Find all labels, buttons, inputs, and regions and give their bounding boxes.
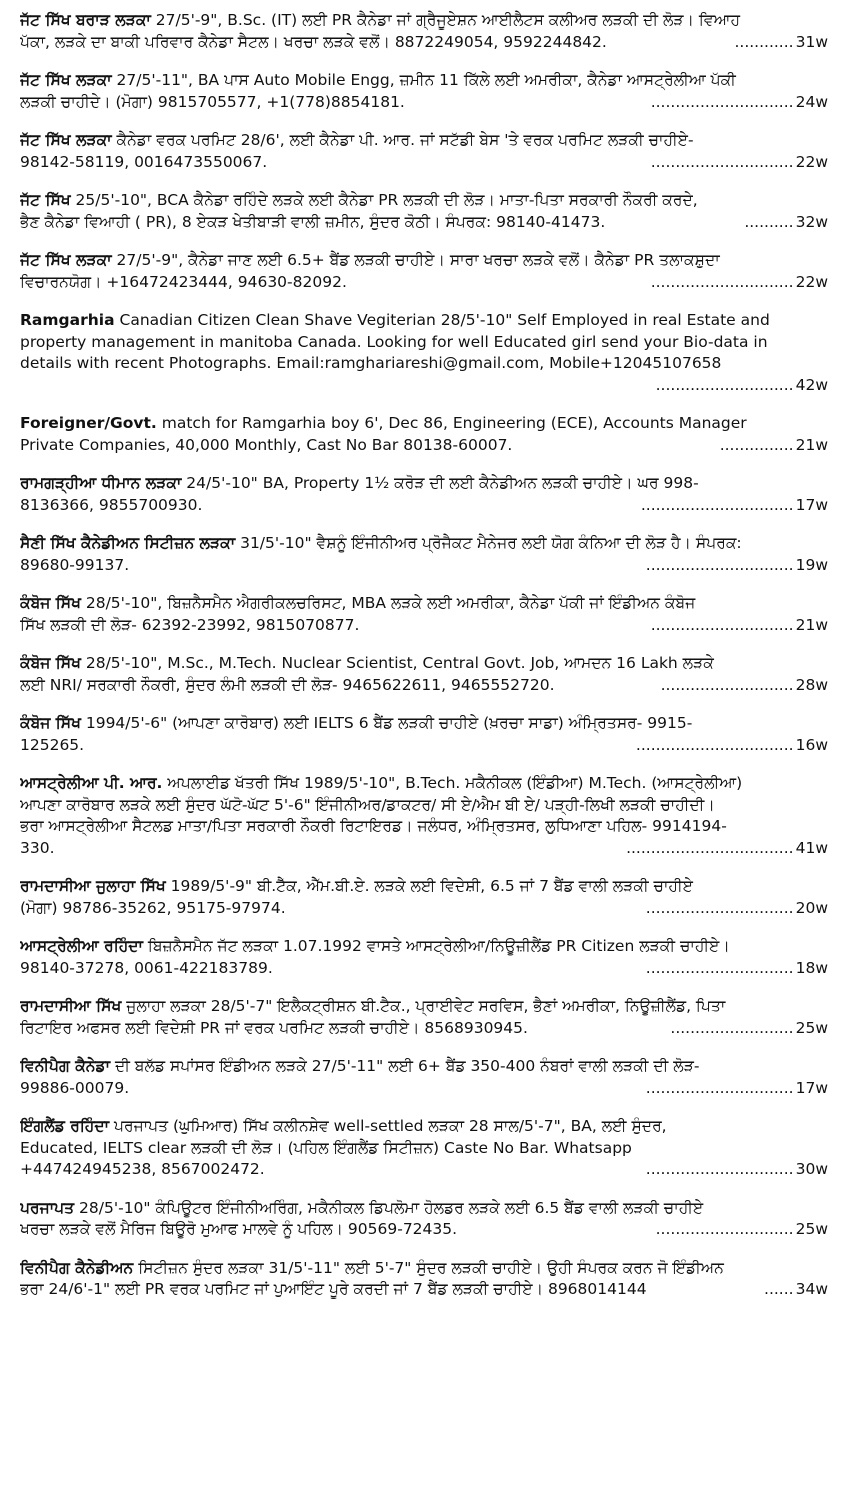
dot-leader: .............................. xyxy=(645,1160,794,1178)
ad-line xyxy=(20,593,828,615)
ad-word-count: 34w xyxy=(795,1280,828,1298)
ad-line xyxy=(20,473,828,495)
ad-contact: (ਮੋਗਾ) 98786-35262, 95175-97974. xyxy=(20,898,286,917)
ad-line xyxy=(20,310,828,332)
ad-text: ਅਪਲਾਈਡ ਖੱਤਰੀ ਸਿੱਖ 1989/5'-10", B.Tech. ਮਕੈਨੀਕਲ (ਇੰਡੀਆ) M.Tech. (ਆਸਟ੍ਰੇਲੀਆ) xyxy=(167,774,743,792)
ad-closing-line xyxy=(20,32,828,54)
ad-text: 1994/5'-6" (ਆਪਣਾ ਕਾਰੋਬਾਰ) ਲਈ IELTS 6 ਬੈਂਡ ਲੜਕੀ ਚਾਹੀਏ (ਖ਼ਰਚਾ ਸਾਡਾ) ਅੰਮ੍ਰਿਤਸਰ- 9915- xyxy=(85,714,693,732)
ad-line xyxy=(20,250,828,272)
ad-closing-line xyxy=(20,1078,828,1100)
ad-heading: Ramgarhia xyxy=(20,311,115,329)
ad-line xyxy=(20,713,828,735)
ad-text: ਬਿਜ਼ਨੈਸਮੈਨ ਜੱਟ ਲੜਕਾ 1.07.1992 ਵਾਸਤੇ ਆਸਟ੍ਰੇਲੀਆ/ਨਿਊਜ਼ੀਲੈਂਡ PR Citizen ਲੜਕੀ ਚਾਹੀਏ। xyxy=(147,937,730,955)
ad-closing-line xyxy=(20,958,828,980)
dot-leader: ........................... xyxy=(660,675,794,694)
ad-heading: ਆਸਟ੍ਰੇਲੀਆ ਰਹਿੰਦਾ xyxy=(20,937,143,955)
ad-heading: ਸੈਣੀ ਸਿੱਖ ਕੈਨੇਡੀਅਨ ਸਿਟੀਜ਼ਨ ਲੜਕਾ xyxy=(20,534,236,552)
ad-closing-line xyxy=(20,92,828,114)
ad-closing-line xyxy=(20,1159,828,1181)
ad-heading: ਜੱਟ ਸਿੱਖ ਲੜਕਾ xyxy=(20,131,112,149)
ad-heading: ਕੰਬੋਜ ਸਿੱਖ xyxy=(20,594,81,612)
ad-closing-line xyxy=(20,212,828,234)
classified-ad xyxy=(20,70,828,113)
ad-heading: ਰਾਮਦਾਸੀਆ ਸਿੱਖ xyxy=(20,997,122,1015)
ad-heading: ਰਾਮਦਾਸੀਆ ਜੁਲਾਹਾ ਸਿੱਖ xyxy=(20,877,166,895)
ad-closing-line xyxy=(20,435,828,457)
ad-text: 24/5'-10" BA, Property 1½ ਕਰੋੜ ਦੀ ਲਈ ਕੈਨੇਡੀਅਨ ਲੜਕੀ ਚਾਹੀਏ। ਘਰ 998- xyxy=(186,474,699,492)
ad-word-count: 22w xyxy=(795,272,828,291)
ad-text: details with recent Photographs. Email:ramghariareshi@gmail.com, Mobile+12045107658 xyxy=(20,354,722,372)
ad-contact: 330. xyxy=(20,838,55,857)
dot-leader: ................................ xyxy=(635,735,794,754)
ad-closing-line xyxy=(20,675,828,697)
ad-line xyxy=(20,332,828,354)
ad-contact: ਵਿਚਾਰਨਯੋਗ। +16472423444, 94630-82092. xyxy=(20,272,347,291)
classified-ad xyxy=(20,713,828,756)
classified-ad xyxy=(20,1198,828,1241)
ad-line xyxy=(20,1258,828,1280)
dot-leader: ............................. xyxy=(650,92,794,111)
ad-contact: ਖਰਚਾ ਲੜਕੇ ਵਲੋਂ ਮੈਰਿਜ ਬਿਊਰੋ ਮੁਆਫ ਮਾਲਵੇ ਨੂੰ ਪਹਿਲ। 90569-72435. xyxy=(20,1220,458,1238)
ad-contact: ਭਰਾ 24/6'-1" ਲਈ PR ਵਰਕ ਪਰਮਿਟ ਜਾਂ ਪੁਆਇੰਟ ਪੂਰੇ ਕਰਦੀ ਜਾਂ 7 ਬੈਂਡ ਲੜਕੀ ਚਾਹੀਏ। 8968014144 xyxy=(20,1280,647,1298)
ad-word-count: 28w xyxy=(795,675,828,694)
classified-ad xyxy=(20,533,828,576)
ad-text: 27/5'-11", BA ਪਾਸ Auto Mobile Engg, ਜ਼ਮੀਨ 11 ਕਿੱਲੇ ਲਈ ਅਮਰੀਕਾ, ਕੈਨੇਡਾ ਆਸਟ੍ਰੇਲੀਆ ਪੱਕੀ xyxy=(116,71,736,89)
ad-contact: 89680-99137. xyxy=(20,555,130,574)
ad-line xyxy=(20,190,828,212)
ad-text: 28/5'-10", ਬਿਜ਼ਨੈਸਮੈਨ ਐਗਰੀਕਲਚਰਿਸਟ, MBA ਲੜਕੇ ਲਈ ਅਮਰੀਕਾ, ਕੈਨੇਡਾ ਪੱਕੀ ਜਾਂ ਇੰਡੀਅਨ ਕੰਬੋਜ xyxy=(85,594,696,612)
classified-ad xyxy=(20,413,828,456)
classified-ad xyxy=(20,1056,828,1099)
ad-contact: 125265. xyxy=(20,735,85,754)
ad-word-count: 21w xyxy=(795,615,828,634)
ad-word-count: 31w xyxy=(795,32,828,51)
dot-leader: ............ xyxy=(734,32,794,51)
ad-word-count: 20w xyxy=(795,898,828,917)
ad-heading: ਕੰਬੋਜ ਸਿੱਖ xyxy=(20,654,81,672)
ad-contact: 98140-37278, 0061-422183789. xyxy=(20,958,273,977)
ad-heading: ਰਾਮਗੜ੍ਹੀਆ ਧੀਮਾਨ ਲੜਕਾ xyxy=(20,474,182,492)
dot-leader: ............................ xyxy=(655,375,794,394)
dot-leader: ......................... xyxy=(670,1018,794,1037)
ad-closing-line xyxy=(20,1219,828,1241)
dot-leader: .......... xyxy=(744,212,794,231)
ad-contact: 8136366, 9855700930. xyxy=(20,495,203,514)
classified-ad xyxy=(20,936,828,979)
dot-leader: ............................. xyxy=(650,272,794,291)
ad-word-count: 22w xyxy=(795,152,828,171)
ad-word-count: 32w xyxy=(795,212,828,231)
ad-heading: ਇੰਗਲੈਂਡ ਰਹਿੰਦਾ xyxy=(20,1117,110,1135)
ad-word-count: 24w xyxy=(795,92,828,111)
ad-heading: Foreigner/Govt. xyxy=(20,414,157,432)
ad-closing-line xyxy=(20,735,828,757)
ad-text: 1989/5'-9" ਬੀ.ਟੈੱਕ, ਐੱਮ.ਬੀ.ਏ. ਲੜਕੇ ਲਈ ਵਿਦੇਸ਼ੀ, 6.5 ਜਾਂ 7 ਬੈਂਡ ਵਾਲੀ ਲੜਕੀ ਚਾਹੀਏ xyxy=(170,877,693,895)
ad-text: 28/5'-10" ਕੰਪਿਊਟਰ ਇੰਜੀਨੀਅਰਿੰਗ, ਮਕੈਨੀਕਲ ਡਿਪਲੋਮਾ ਹੋਲਡਰ ਲੜਕੇ ਲਈ 6.5 ਬੈਂਡ ਵਾਲੀ ਲੜਕੀ ਚਾਹੀਏ xyxy=(79,1198,704,1217)
ad-text: ਭਰਾ ਆਸਟ੍ਰੇਲੀਆ ਸੈਟਲਡ ਮਾਤਾ/ਪਿਤਾ ਸਰਕਾਰੀ ਨੌਕਰੀ ਰਿਟਾਇਰਡ। ਜਲੰਧਰ, ਅੰਮ੍ਰਿਤਸਰ, ਲੁਧਿਆਣਾ ਪਹਿਲ- 9914194- xyxy=(20,817,727,835)
ad-text: 27/5'-9", B.Sc. (IT) ਲਈ PR ਕੈਨੇਡਾ ਜਾਂ ਗ੍ਰੈਜੂਏਸ਼ਨ ਆਈਲੈਟਸ ਕਲੀਅਰ ਲੜਕੀ ਦੀ ਲੋੜ। ਵਿਆਹ xyxy=(155,11,740,29)
classified-ad xyxy=(20,473,828,516)
ad-text: 28/5'-10", M.Sc., M.Tech. Nuclear Scientist, Central Govt. Job, ਆਮਦਨ 16 Lakh ਲੜਕੇ xyxy=(85,654,714,672)
ad-word-count: 21w xyxy=(795,435,828,454)
ad-contact: 98142-58119, 0016473550067. xyxy=(20,152,268,171)
ad-word-count: 25w xyxy=(795,1018,828,1037)
ad-word-count: 16w xyxy=(795,735,828,754)
classified-ad xyxy=(20,130,828,173)
ad-heading: ਜੱਟ ਸਿੱਖ ਲੜਕਾ xyxy=(20,71,112,89)
ad-heading: ਆਸਟ੍ਰੇਲੀਆ ਪੀ. ਆਰ. xyxy=(20,774,163,792)
ad-closing-line xyxy=(20,615,828,637)
classified-ad xyxy=(20,996,828,1039)
ad-line xyxy=(20,795,828,817)
ad-line xyxy=(20,1138,828,1160)
ad-line xyxy=(20,1056,828,1078)
ad-heading: ਵਿਨੀਪੈਗ ਕੈਨੇਡਾ xyxy=(20,1057,110,1075)
ad-text: property management in manitoba Canada. Looking for well Educated girl send your Bio-data in xyxy=(20,332,768,351)
ad-text: ਸਿਟੀਜ਼ਨ ਸੁੰਦਰ ਲੜਕਾ 31/5'-11" ਲਈ 5'-7" ਸੁੰਦਰ ਲੜਕੀ ਚਾਹੀਏ। ਉਹੀ ਸੰਪਰਕ ਕਰਨ ਜੋ ਇੰਡੀਅਨ xyxy=(138,1258,724,1277)
ad-word-count: 30w xyxy=(795,1160,828,1178)
classified-ad xyxy=(20,593,828,636)
ad-text: ਆਪਣਾ ਕਾਰੋਬਾਰ ਲੜਕੇ ਲਈ ਸੁੰਦਰ ਘੱਟੋ-ਘੱਟ 5'-6" ਇੰਜੀਨੀਅਰ/ਡਾਕਟਰ/ ਸੀ ਏ/ਐਮ ਬੀ ਏ/ ਪੜ੍ਹੀ-ਲਿਖੀ ਲੜਕੀ ਚਾਹੀਦੀ। xyxy=(20,795,715,814)
ad-closing-line xyxy=(20,272,828,294)
classified-ad xyxy=(20,250,828,293)
ad-word-count: 41w xyxy=(795,838,828,857)
ad-line xyxy=(20,353,828,375)
dot-leader: ............................. xyxy=(650,615,794,634)
ad-heading: ਜੱਟ ਸਿੱਖ xyxy=(20,191,71,209)
ad-line xyxy=(20,996,828,1018)
ad-contact: ਰਿਟਾਇਰ ਅਫਸਰ ਲਈ ਵਿਦੇਸ਼ੀ PR ਜਾਂ ਵਰਕ ਪਰਮਿਟ ਲੜਕੀ ਚਾਹੀਏ। 8568930945. xyxy=(20,1018,528,1037)
ad-word-count: 19w xyxy=(795,555,828,574)
ad-line xyxy=(20,533,828,555)
ad-closing-line xyxy=(20,152,828,174)
ad-line xyxy=(20,1198,828,1220)
classified-ad xyxy=(20,1258,828,1301)
classified-ad xyxy=(20,773,828,859)
ad-text: ਦੀ ਬਲੱਡ ਸਪਾਂਸਰ ਇੰਡੀਅਨ ਲੜਕੇ 27/5'-11" ਲਈ 6+ ਬੈਂਡ 350-400 ਨੰਬਰਾਂ ਵਾਲੀ ਲੜਕੀ ਦੀ ਲੋੜ- xyxy=(114,1057,700,1075)
ad-text: 27/5'-9", ਕੈਨੇਡਾ ਜਾਣ ਲਈ 6.5+ ਬੈਂਡ ਲੜਕੀ ਚਾਹੀਏ। ਸਾਰਾ ਖਰਚਾ ਲੜਕੇ ਵਲੋਂ। ਕੈਨੇਡਾ PR ਤਲਾਕਸ਼ੁਦਾ xyxy=(116,251,720,269)
ad-text: ਪਰਜਾਪਤ (ਘੁਮਿਆਰ) ਸਿੱਖ ਕਲੀਨਸ਼ੇਵ well-settled ਲੜਕਾ 28 ਸਾਲ/5'-7", BA, ਲਈ ਸੁੰਦਰ, xyxy=(113,1117,667,1135)
dot-leader: .............................. xyxy=(645,898,794,917)
ad-line xyxy=(20,816,828,838)
ad-word-count: 42w xyxy=(795,375,828,394)
ad-contact: ਭੈਣ ਕੈਨੇਡਾ ਵਿਆਹੀ ( PR), 8 ਏਕੜ ਖੇਤੀਬਾੜੀ ਵਾਲੀ ਜ਼ਮੀਨ, ਸੁੰਦਰ ਕੋਠੀ। ਸੰਪਰਕ: 98140-41473. xyxy=(20,212,606,231)
ad-contact: ਲਈ NRI/ ਸਰਕਾਰੀ ਨੌਕਰੀ, ਸੁੰਦਰ ਲੰਮੀ ਲੜਕੀ ਦੀ ਲੋੜ- 9465622611, 9465552720. xyxy=(20,675,555,694)
dot-leader: ............................. xyxy=(650,152,794,171)
ad-heading: ਵਿਨੀਪੈਗ ਕੈਨੇਡੀਅਨ xyxy=(20,1258,134,1277)
dot-leader: ............................... xyxy=(640,495,794,514)
ad-text: match for Ramgarhia boy 6', Dec 86, Engineering (ECE), Accounts Manager xyxy=(161,414,747,432)
classified-ad xyxy=(20,10,828,53)
ad-text: ਕੈਨੇਡਾ ਵਰਕ ਪਰਮਿਟ 28/6', ਲਈ ਕੈਨੇਡਾ ਪੀ. ਆਰ. ਜਾਂ ਸਟੱਡੀ ਬੇਸ 'ਤੇ ਵਰਕ ਪਰਮਿਟ ਲੜਕੀ ਚਾਹੀਏ- xyxy=(116,131,694,149)
ad-heading: ਜੱਟ ਸਿੱਖ ਬਰਾੜ ਲੜਕਾ xyxy=(20,11,151,29)
ad-text: 31/5'-10" ਵੈਸ਼ਨੂੰ ਇੰਜੀਨੀਅਰ ਪ੍ਰੋਜੈਕਟ ਮੈਨੇਜਰ ਲਈ ਯੋਗ ਕੰਨਿਆ ਦੀ ਲੋੜ ਹੈ। ਸੰਪਰਕ: xyxy=(240,534,742,552)
ad-line xyxy=(20,413,828,435)
classified-ad xyxy=(20,1116,828,1181)
ad-closing-line xyxy=(20,495,828,517)
ad-closing-line xyxy=(20,555,828,577)
dot-leader: .............................. xyxy=(645,1078,794,1097)
ad-text: Educated, IELTS clear ਲੜਕੀ ਦੀ ਲੋੜ। (ਪਹਿਲ ਇੰਗਲੈਂਡ ਸਿਟੀਜ਼ਨ) Caste No Bar. Whatsapp xyxy=(20,1138,632,1157)
ad-line xyxy=(20,773,828,795)
ad-heading: ਕੰਬੋਜ ਸਿੱਖ xyxy=(20,714,81,732)
classified-ad xyxy=(20,653,828,696)
dot-leader: ............................ xyxy=(655,1220,794,1238)
dot-leader: .............................. xyxy=(645,555,794,574)
ad-contact: ਪੱਕਾ, ਲੜਕੇ ਦਾ ਬਾਕੀ ਪਰਿਵਾਰ ਕੈਨੇਡਾ ਸੈਟਲ। ਖਰਚਾ ਲੜਕੇ ਵਲੋਂ। 8872249054, 9592244842. xyxy=(20,32,607,51)
ad-line xyxy=(20,876,828,898)
ad-text: Canadian Citizen Clean Shave Vegiterian 28/5'-10" Self Employed in real Estate and xyxy=(119,311,770,329)
classified-ad xyxy=(20,190,828,233)
ad-line xyxy=(20,1116,828,1138)
ad-contact: +447424945238, 8567002472. xyxy=(20,1160,265,1178)
ad-line xyxy=(20,130,828,152)
classified-ad xyxy=(20,310,828,396)
ad-word-count: 17w xyxy=(795,495,828,514)
classified-ad xyxy=(20,876,828,919)
ad-contact: Private Companies, 40,000 Monthly, Cast No Bar 80138-60007. xyxy=(20,435,513,454)
ad-word-count: 18w xyxy=(795,958,828,977)
ad-closing-line xyxy=(20,1279,828,1301)
dot-leader: .................................. xyxy=(626,838,794,857)
ad-closing-line xyxy=(20,838,828,860)
ad-word-count: 25w xyxy=(795,1220,828,1238)
ad-closing-line xyxy=(20,1018,828,1040)
ad-line xyxy=(20,653,828,675)
ad-contact: 99886-00079. xyxy=(20,1078,130,1097)
ad-closing-line xyxy=(20,898,828,920)
ad-heading: ਜੱਟ ਸਿੱਖ ਲੜਕਾ xyxy=(20,251,112,269)
ad-line xyxy=(20,936,828,958)
ad-contact: ਸਿੱਖ ਲੜਕੀ ਦੀ ਲੋੜ- 62392-23992, 9815070877. xyxy=(20,615,360,634)
dot-leader: .............................. xyxy=(645,958,794,977)
dot-leader: ............... xyxy=(719,435,794,454)
ad-heading: ਪਰਜਾਪਤ xyxy=(20,1198,75,1217)
ad-text: ਜੁਲਾਹਾ ਲੜਕਾ 28/5'-7" ਇਲੈਕਟ੍ਰੀਸ਼ਨ ਬੀ.ਟੈਕ., ਪ੍ਰਾਈਵੇਟ ਸਰਵਿਸ, ਭੈਣਾਂ ਅਮਰੀਕਾ, ਨਿਊਜ਼ੀਲੈਂਡ, ਪਿਤਾ xyxy=(126,997,726,1015)
ad-closing-line xyxy=(20,375,828,397)
ad-text: 25/5'-10", BCA ਕੈਨੇਡਾ ਰਹਿੰਦੇ ਲੜਕੇ ਲਈ ਕੈਨੇਡਾ PR ਲੜਕੀ ਦੀ ਲੋੜ। ਮਾਤਾ-ਪਿਤਾ ਸਰਕਾਰੀ ਨੌਕਰੀ ਕਰਦੇ, xyxy=(75,191,698,209)
dot-leader: ...... xyxy=(764,1280,794,1298)
ad-line xyxy=(20,70,828,92)
ad-contact: ਲੜਕੀ ਚਾਹੀਦੇ। (ਮੋਗਾ) 9815705577, +1(778)8854181. xyxy=(20,92,405,111)
ad-line xyxy=(20,10,828,32)
ad-word-count: 17w xyxy=(795,1078,828,1097)
